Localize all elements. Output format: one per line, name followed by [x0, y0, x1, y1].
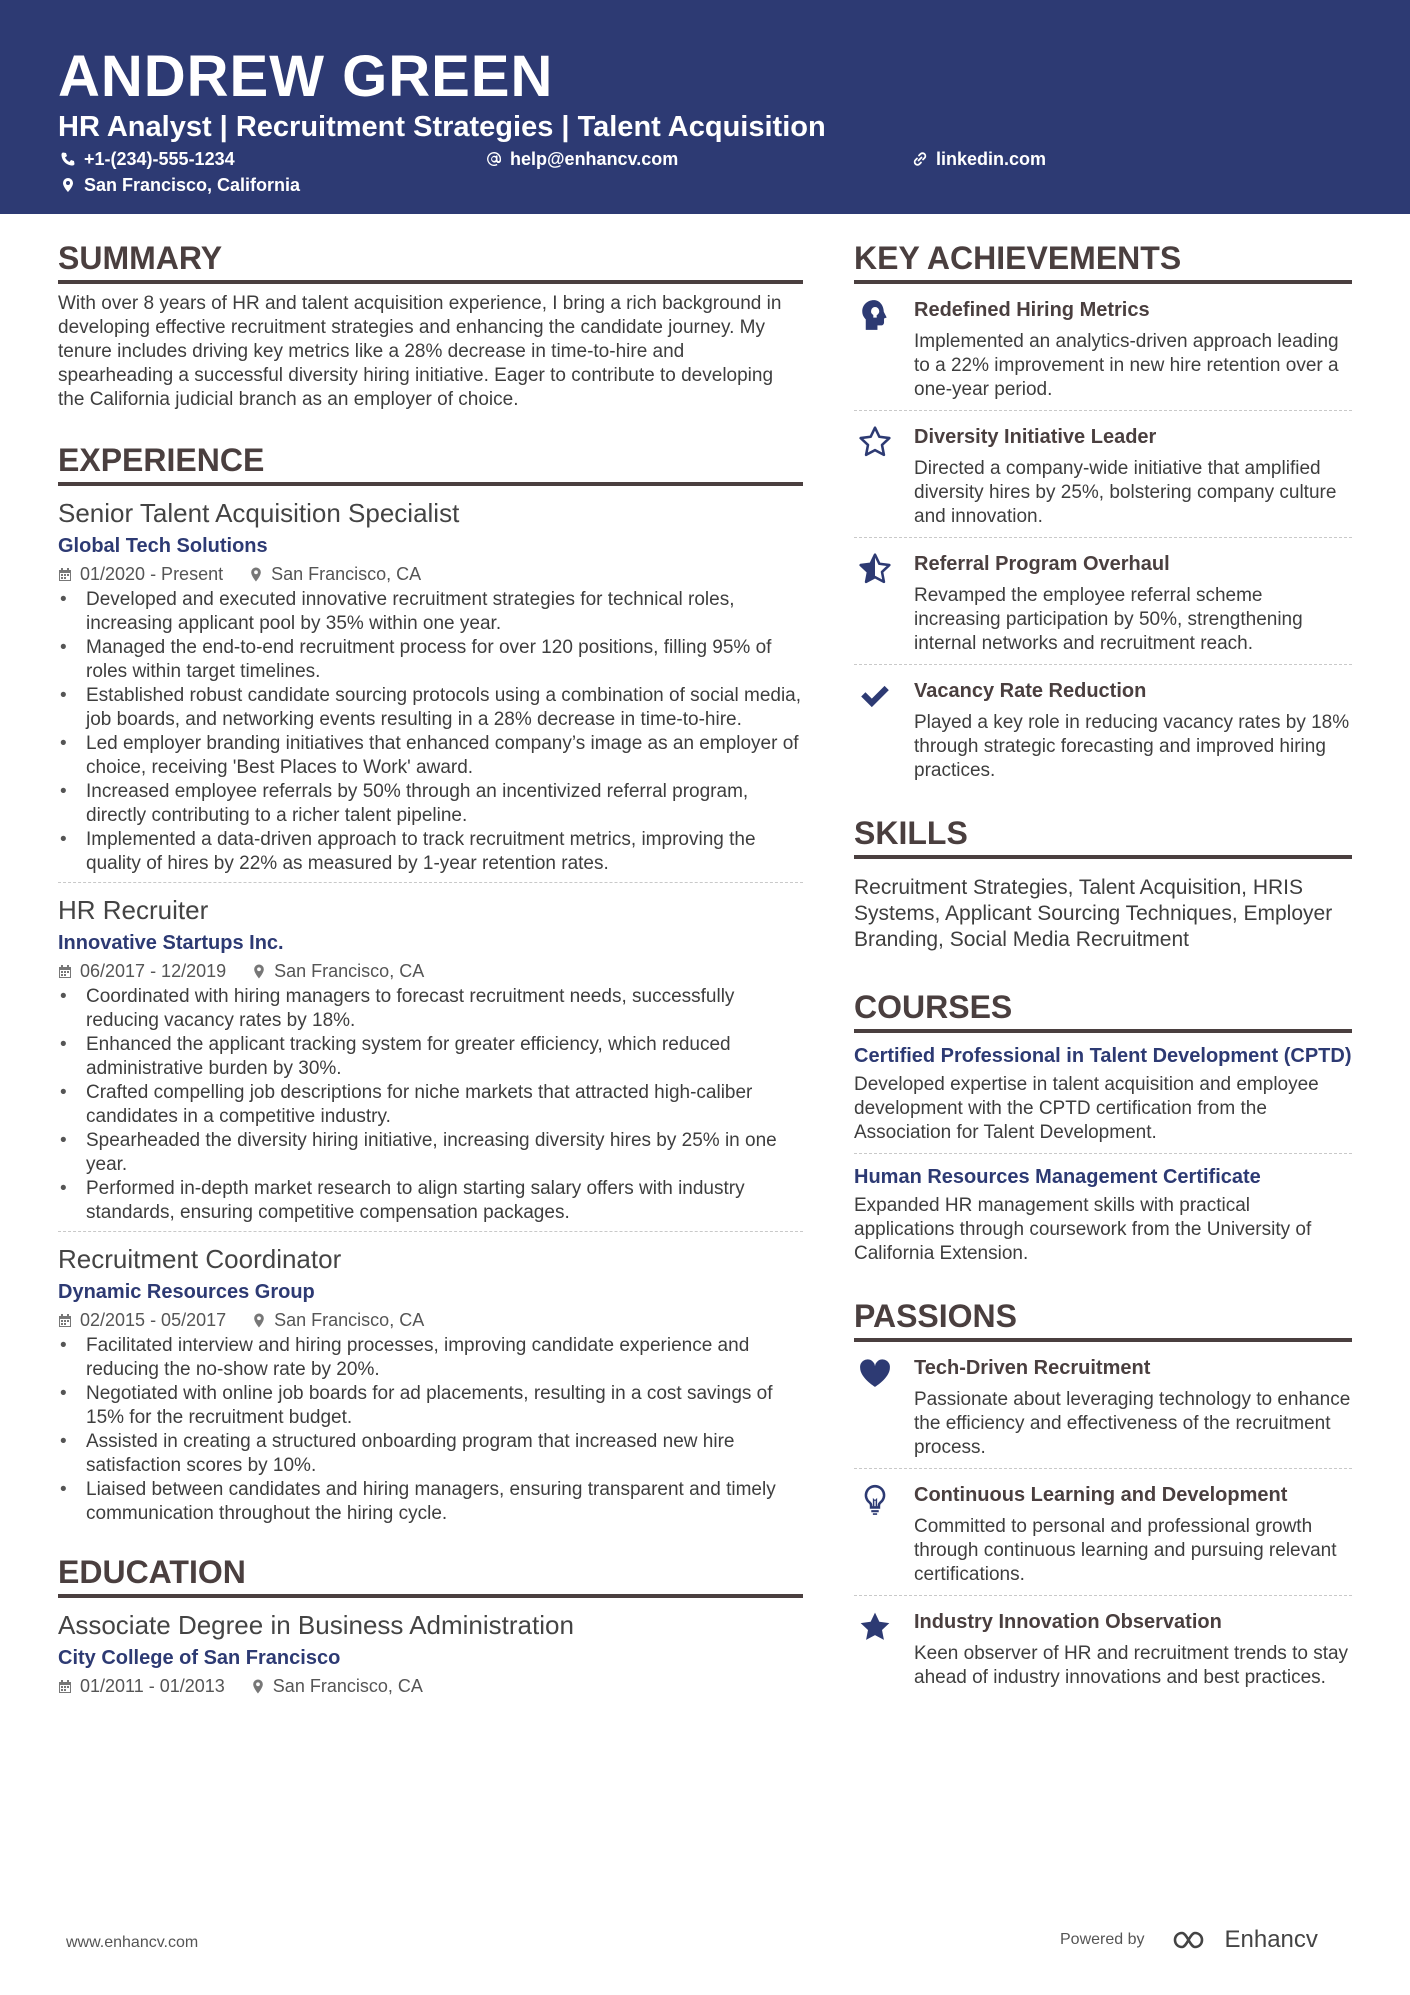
link-icon — [912, 151, 928, 167]
course-item — [854, 1154, 1352, 1274]
job-location: San Francisco, CA — [274, 961, 425, 981]
email-text: help@enhancv.com — [510, 149, 679, 169]
passion-desc: Committed to personal and professional growth through continuous learning and pursuing relevant certifications. — [914, 1516, 1337, 1585]
achievement-item — [854, 538, 1352, 665]
skills-text: Recruitment Strategies, Talent Acquisition, HRIS Systems, Applicant Sourcing Techniques, Employer Branding, Social Media Recruitment — [854, 876, 1333, 951]
company-name: Innovative Startups Inc. — [58, 932, 284, 954]
achievement-desc: Directed a company-wide initiative that amplified diversity hires by 25%, bolstering company culture and innovation. — [914, 458, 1337, 527]
achievements-heading: KEY ACHIEVEMENTS — [854, 238, 1352, 284]
phone-icon — [60, 151, 76, 167]
job-dates: 01/2020 - Present — [80, 564, 224, 584]
job-entry — [58, 883, 803, 1232]
education-entry — [58, 1598, 803, 1704]
location-text: San Francisco, California — [84, 175, 301, 195]
achievement-item — [854, 411, 1352, 538]
left-column — [58, 238, 803, 1704]
achievement-item — [854, 284, 1352, 411]
education-heading: EDUCATION — [58, 1552, 803, 1598]
passion-desc: Passionate about leveraging technology to enhance the efficiency and effectiveness of the recruitment process. — [914, 1389, 1351, 1458]
contact-location — [60, 174, 300, 196]
company-name: Dynamic Resources Group — [58, 1281, 315, 1303]
course-desc: Expanded HR management skills with practical applications through coursework from the University of California Extension. — [854, 1195, 1312, 1264]
job-dates: 02/2015 - 05/2017 — [80, 1310, 227, 1330]
resume-header — [0, 0, 1410, 214]
job-bullet: • Coordinated with hiring managers to forecast recruitment needs, successfully reducing vacancy rates by 18%. — [58, 985, 803, 1033]
passion-item — [854, 1596, 1352, 1698]
job-meta — [58, 562, 803, 586]
summary-text: With over 8 years of HR and talent acquisition experience, I bring a rich background in developing effective recruitment strategies and enhancing the candidate journey. My tenure includes driving key metrics like a 28% decrease in time-to-hire and spearheading a successful diversity hiring initiative. Eager to contribute to developing the California judicial branch as an employer of choice. — [58, 293, 782, 410]
achievement-desc: Implemented an analytics-driven approach leading to a 22% improvement in new hire retention over a one-year period. — [914, 331, 1339, 400]
calendar-icon — [58, 1313, 72, 1328]
courses-heading: COURSES — [854, 987, 1352, 1033]
at-icon — [486, 151, 502, 167]
course-desc: Developed expertise in talent acquisition and employee development with the CPTD certification from the Association for Talent Development. — [854, 1074, 1319, 1143]
job-bullets — [58, 1334, 803, 1526]
calendar-icon — [58, 567, 72, 582]
job-bullet: • Crafted compelling job descriptions for niche markets that attracted high-caliber candidates in a competitive industry. — [58, 1081, 803, 1129]
course-item — [854, 1033, 1352, 1154]
job-dates: 06/2017 - 12/2019 — [80, 961, 227, 981]
education-dates: 01/2011 - 01/2013 — [80, 1676, 225, 1696]
job-location: San Francisco, CA — [274, 1310, 425, 1330]
star-outline-icon — [858, 425, 892, 459]
phone-text: +1-(234)-555-1234 — [84, 149, 235, 169]
achievement-title: Redefined Hiring Metrics — [914, 299, 1150, 321]
passions-heading: PASSIONS — [854, 1296, 1352, 1342]
location-pin-icon — [252, 964, 266, 979]
footer-website[interactable]: www.enhancv.com — [66, 1934, 199, 1951]
powered-by-label: Powered by — [1060, 1931, 1145, 1948]
calendar-icon — [58, 1679, 72, 1694]
skills-heading: SKILLS — [854, 813, 1352, 859]
course-title: Certified Professional in Talent Development (CPTD) — [854, 1045, 1352, 1067]
right-column — [854, 238, 1352, 1698]
job-meta — [58, 959, 803, 983]
experience-heading: EXPERIENCE — [58, 440, 803, 486]
location-pin-icon — [60, 177, 76, 193]
job-title: Senior Talent Acquisition Specialist — [58, 498, 460, 528]
achievement-title: Vacancy Rate Reduction — [914, 680, 1147, 702]
job-bullet: • Developed and executed innovative recruitment strategies for technical roles, increasing applicant pool by 35% within one year. — [58, 588, 803, 636]
checkmark-icon — [858, 679, 892, 713]
passion-title: Tech-Driven Recruitment — [914, 1357, 1151, 1379]
location-pin-icon — [249, 567, 263, 582]
job-meta — [58, 1308, 803, 1332]
head-icon — [858, 298, 892, 332]
passion-item — [854, 1342, 1352, 1469]
job-bullet: • Facilitated interview and hiring processes, improving candidate experience and reducing the no-show rate by 20%. — [58, 1334, 803, 1382]
job-bullet: • Enhanced the applicant tracking system for greater efficiency, which reduced administrative burden by 30%. — [58, 1033, 803, 1081]
job-bullet: • Led employer branding initiatives that enhanced company’s image as an employer of choice, receiving 'Best Places to Work' award. — [58, 732, 803, 780]
job-bullet: • Spearheaded the diversity hiring initiative, increasing diversity hires by 25% in one year. — [58, 1129, 803, 1177]
enhancv-logo-icon — [1171, 1928, 1217, 1952]
passion-desc: Keen observer of HR and recruitment trends to stay ahead of industry innovations and best practices. — [914, 1643, 1349, 1688]
job-bullet: • Negotiated with online job boards for ad placements, resulting in a cost savings of 15% for the recruitment budget. — [58, 1382, 803, 1430]
location-pin-icon — [251, 1679, 265, 1694]
job-title: Recruitment Coordinator — [58, 1244, 342, 1274]
job-title: HR Recruiter — [58, 895, 209, 925]
heart-icon — [858, 1356, 892, 1390]
job-bullets — [58, 588, 803, 876]
job-bullet: • Liaised between candidates and hiring managers, ensuring transparent and timely communication throughout the hiring cycle. — [58, 1478, 803, 1526]
job-bullet: • Managed the end-to-end recruitment process for over 120 positions, filling 95% of roles within target timelines. — [58, 636, 803, 684]
footer-branding — [1060, 1926, 1318, 1954]
summary-heading: SUMMARY — [58, 238, 803, 284]
location-pin-icon — [252, 1313, 266, 1328]
star-icon — [858, 1610, 892, 1644]
brand-name: Enhancv — [1224, 1926, 1318, 1953]
calendar-icon — [58, 964, 72, 979]
passion-title: Industry Innovation Observation — [914, 1611, 1222, 1633]
contact-linkedin[interactable] — [912, 148, 1046, 170]
degree-title: Associate Degree in Business Administration — [58, 1610, 574, 1640]
achievement-item — [854, 665, 1352, 791]
enhancv-logo[interactable] — [1171, 1926, 1318, 1954]
star-half-icon — [858, 552, 892, 586]
linkedin-text: linkedin.com — [936, 149, 1047, 169]
candidate-name: ANDREW GREEN — [58, 44, 554, 109]
company-name: Global Tech Solutions — [58, 535, 268, 557]
job-entry — [58, 486, 803, 883]
achievement-desc: Revamped the employee referral scheme increasing participation by 50%, strengthening internal networks and recruitment reach. — [914, 585, 1303, 654]
job-entry — [58, 1232, 803, 1532]
candidate-title: HR Analyst | Recruitment Strategies | Talent Acquisition — [58, 111, 826, 143]
achievement-desc: Played a key role in reducing vacancy rates by 18% through strategic forecasting and improved hiring practices. — [914, 712, 1350, 781]
job-bullet: • Assisted in creating a structured onboarding program that increased new hire satisfaction scores by 10%. — [58, 1430, 803, 1478]
job-location: San Francisco, CA — [271, 564, 422, 584]
job-bullet: • Implemented a data-driven approach to track recruitment metrics, improving the quality of hires by 22% as measured by 1-year retention rates. — [58, 828, 803, 876]
school-name: City College of San Francisco — [58, 1647, 341, 1669]
job-bullet: • Performed in-depth market research to align starting salary offers with industry standards, ensuring competitive compensation packages. — [58, 1177, 803, 1225]
contact-phone — [60, 148, 235, 170]
job-bullet: • Increased employee referrals by 50% through an incentivized referral program, directly contributing to a richer talent pipeline. — [58, 780, 803, 828]
passion-title: Continuous Learning and Development — [914, 1484, 1288, 1506]
contact-email[interactable] — [486, 148, 678, 170]
achievement-title: Diversity Initiative Leader — [914, 426, 1157, 448]
passion-item — [854, 1469, 1352, 1596]
course-title: Human Resources Management Certificate — [854, 1166, 1261, 1188]
achievement-title: Referral Program Overhaul — [914, 553, 1170, 575]
job-bullets — [58, 985, 803, 1225]
education-meta — [58, 1674, 803, 1698]
job-bullet: • Established robust candidate sourcing protocols using a combination of social media, job boards, and networking events resulting in a 28% decrease in time-to-hire. — [58, 684, 803, 732]
lightbulb-icon — [858, 1483, 892, 1517]
education-location: San Francisco, CA — [272, 1676, 423, 1696]
